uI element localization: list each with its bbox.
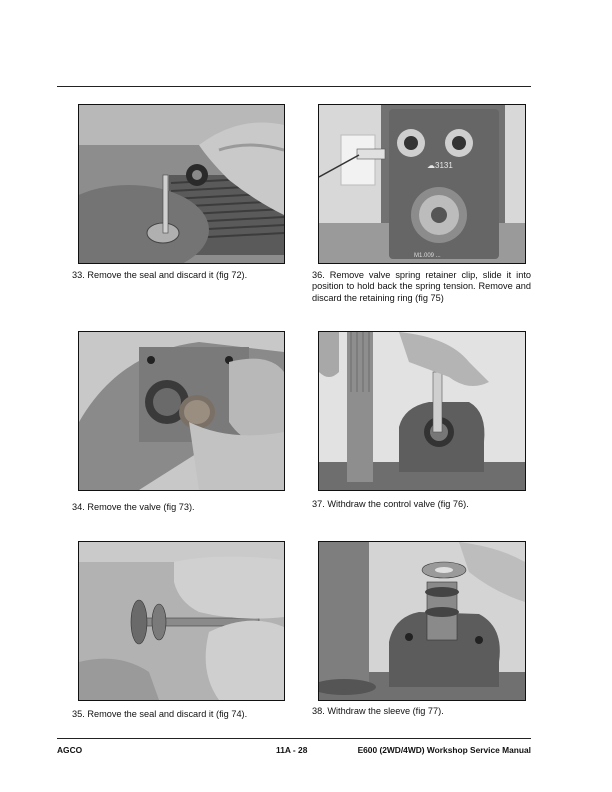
step-36-caption: 36. Remove valve spring retainer clip, slide it into position to hold back the spring tension. Remove and discard the retaining ring (fig 75): [312, 270, 531, 303]
photo-fig-77: [318, 541, 526, 701]
photo-fig-76: [318, 331, 526, 491]
casting-mark: ☁3131: [427, 161, 453, 170]
photo-fig-74: [78, 541, 285, 701]
valve-seal-image: [79, 542, 284, 700]
footer-rule: [57, 738, 531, 739]
photo-fig-73: [78, 331, 285, 491]
step-34-caption: 34. Remove the valve (fig 73).: [72, 502, 195, 512]
photo-fig-72: [78, 104, 285, 264]
photo-fig-75: [318, 104, 526, 264]
seal-removal-image: [79, 105, 284, 263]
footer-page-number: 11A - 28: [276, 745, 308, 755]
step-38-caption: 38. Withdraw the sleeve (fig 77).: [312, 706, 444, 716]
control-valve-image: [319, 332, 525, 490]
footer-manual-title: E600 (2WD/4WD) Workshop Service Manual: [357, 745, 531, 755]
step-35-caption: 35. Remove the seal and discard it (fig 74).: [72, 709, 248, 719]
valve-removal-image: [79, 332, 284, 490]
casting-mark-lower: M1.009 ...: [414, 253, 441, 259]
header-rule: [57, 86, 531, 87]
retainer-clip-image: [319, 105, 525, 263]
step-37-caption: 37. Withdraw the control valve (fig 76).: [312, 499, 469, 509]
step-33-caption: 33. Remove the seal and discard it (fig 72).: [72, 270, 248, 280]
footer-brand: AGCO: [57, 745, 83, 755]
sleeve-removal-image: [319, 542, 525, 700]
